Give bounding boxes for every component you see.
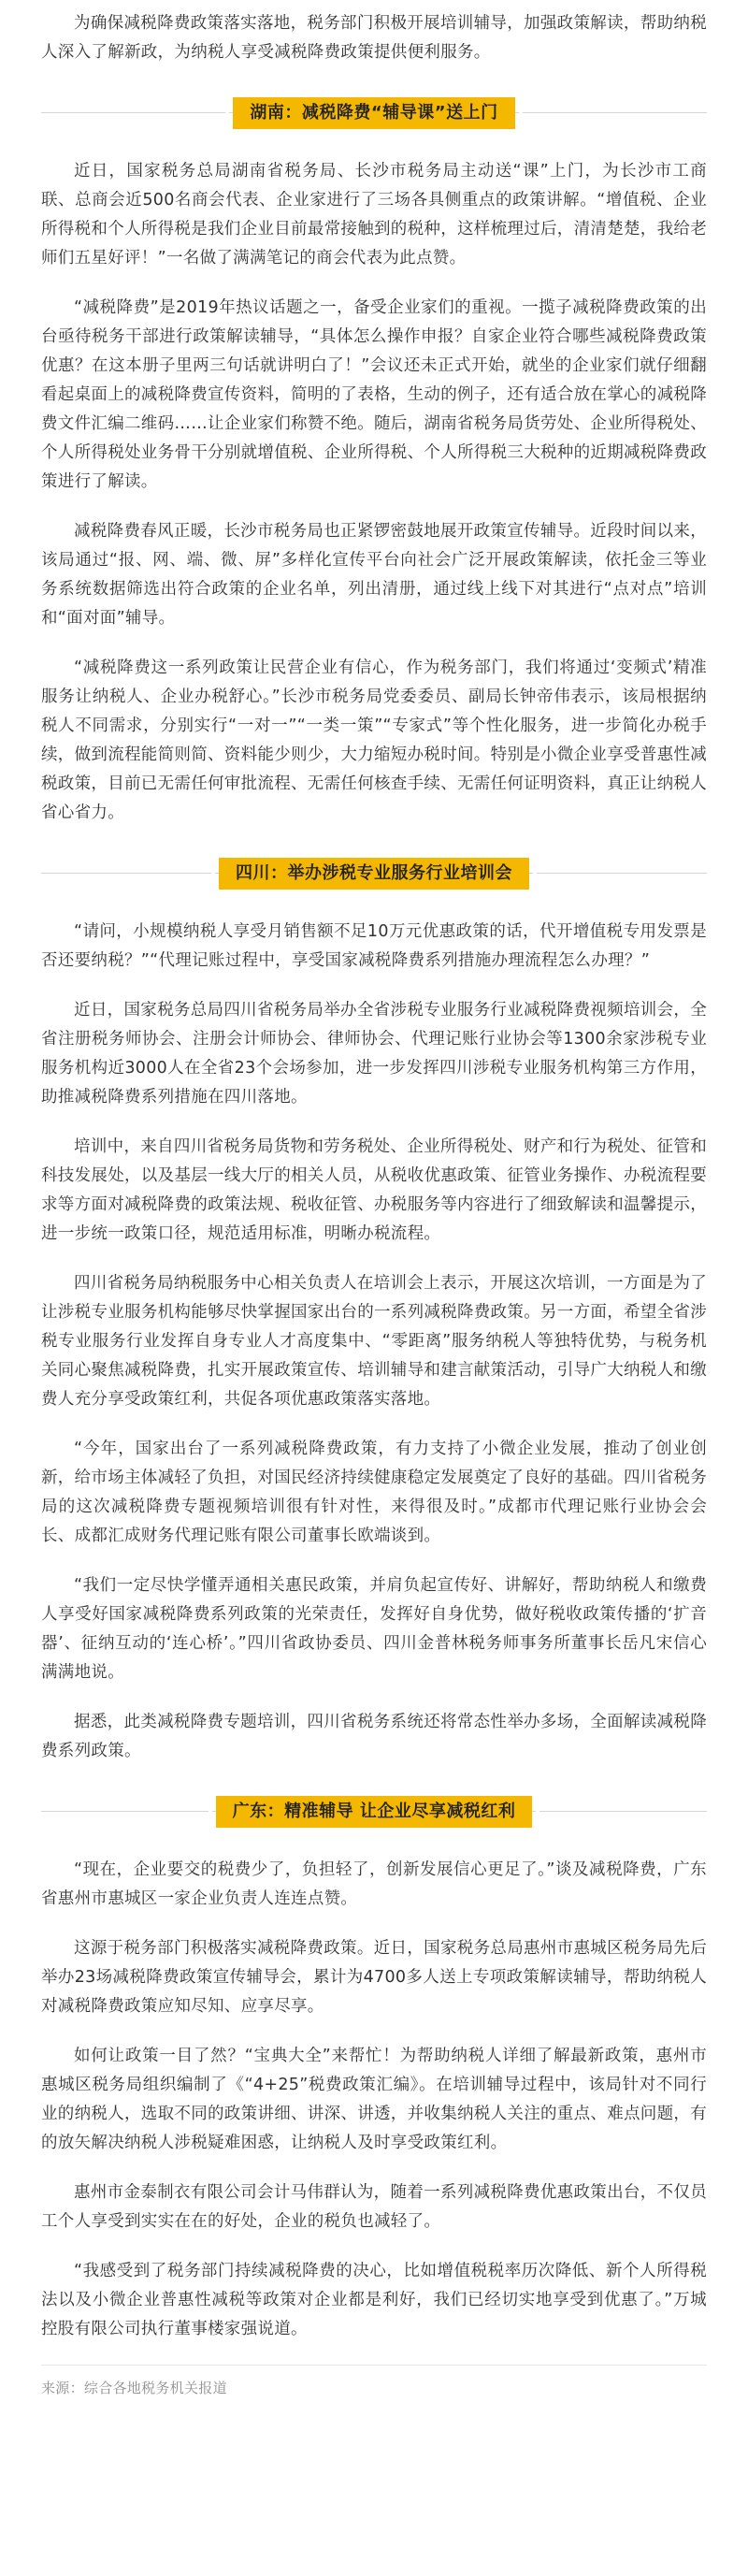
paragraph: 这源于税务部门积极落实减税降费政策。近日，国家税务总局惠州市惠城区税务局先后举办23场减税降费政策宣传辅导会，累计为4700多人送上专项政策解读辅导，帮助纳税人对减税降费政策应知尽知、应享尽享。 [41, 1939, 707, 2016]
paragraph: 培训中，来自四川省税务局货物和劳务税处、企业所得税处、财产和行为税处、征管和科技发展处，以及基层一线大厅的相关人员，从税收优惠政策、征管业务操作、办税流程要求等方面对减税降费的政策法规、税收征管、办税服务等内容进行了细致解读和温馨提示，进一步统一政策口径，规范适用标准，明晰办税流程。 [41, 1137, 707, 1243]
paragraph: “我感受到了税务部门持续减税降费的决心，比如增值税税率历次降低、新个人所得税法以及小微企业普惠性减税等政策对企业都是利好，我们已经切实地享受到优惠了。”万城控股有限公司执行董事楼家强说道。 [41, 2262, 707, 2338]
paragraph: 据悉，此类减税降费专题培训，四川省税务系统还将常态性举办多场，全面解读减税降费系列政策。 [41, 1713, 707, 1760]
paragraph: 惠州市金泰制衣有限公司会计马伟群认为，随着一系列减税降费优惠政策出台，不仅员工个人享受到实实在在的好处，企业的税负也减轻了。 [41, 2183, 707, 2231]
section-heading-sichuan [41, 858, 707, 890]
paragraph: “我们一定尽快学懂弄通相关惠民政策，并肩负起宣传好、讲解好，帮助纳税人和缴费人享受好国家减税降费系列政策的光荣责任，发挥好自身优势，做好税收政策传播的‘扩音器’、征纳互动的‘连心桥’。”四川省政协委员、四川金普林税务师事务所董事长岳凡宋信心满满地说。 [41, 1576, 707, 1682]
section-heading-hunan [41, 97, 707, 129]
paragraph: 近日，国家税务总局湖南省税务局、长沙市税务局主动送“课”上门，为长沙市工商联、总商会近500名商会代表、企业家进行了三场各具侧重点的政策讲解。“增值税、企业所得税和个人所得税是我们企业目前最常接触到的税种，这样梳理过后，清清楚楚，我给老师们五星好评！”一名做了满满笔记的商会代表为此点赞。 [41, 162, 707, 268]
section-title: 四川：举办涉税专业服务行业培训会 [219, 858, 529, 890]
section-title: 广东：精准辅导 让企业尽享减税红利 [216, 1796, 533, 1828]
paragraph: “现在，企业要交的税费少了，负担轻了，创新发展信心更足了。”谈及减税降费，广东省惠州市惠城区一家企业负责人连连点赞。 [41, 1860, 707, 1908]
footer-divider [41, 2365, 707, 2366]
paragraph: “今年，国家出台了一系列减税降费政策，有力支持了小微企业发展，推动了创业创新，给市场主体减轻了负担，对国民经济持续健康稳定发展奠定了良好的基础。四川省税务局的这次减税降费专题视频培训很有针对性，来得很及时。”成都市代理记账行业协会会长、成都汇成财务代理记账有限公司董事长欧端谈到。 [41, 1440, 707, 1545]
intro-paragraph: 为确保减税降费政策落实落地，税务部门积极开展培训辅导，加强政策解读，帮助纳税人深入了解新政，为纳税人享受减税降费政策提供便利服务。 [41, 14, 707, 62]
article-body [41, 9, 707, 2401]
paragraph: “减税降费”是2019年热议话题之一，备受企业家们的重视。一揽子减税降费政策的出台亟待税务干部进行政策解读辅导，“具体怎么操作申报？自家企业符合哪些减税降费政策优惠？在这本册子里两三句话就讲明白了！”会议还未正式开始，就坐的企业家们就仔细翻看起桌面上的减税降费宣传资料，简明的了表格，生动的例子，还有适合放在掌心的减税降费文件汇编二维码……让企业家们称赞不绝。随后，湖南省税务局货劳处、企业所得税处、个人所得税处业务骨干分别就增值税、企业所得税、个人所得税三大税种的近期减税降费政策进行了解读。 [41, 298, 707, 491]
paragraph: 近日，国家税务总局四川省税务局举办全省涉税专业服务行业减税降费视频培训会，全省注册税务师协会、注册会计师协会、律师协会、代理记账行业协会等1300余家涉税专业服务机构近3000人在全省23个会场参加，进一步发挥四川涉税专业服务机构第三方作用，助推减税降费系列措施在四川落地。 [41, 1001, 707, 1107]
section-title: 湖南：减税降费“辅导课”送上门 [233, 97, 514, 129]
paragraph: “请问，小规模纳税人享受月销售额不足10万元优惠政策的话，代开增值税专用发票是否还要纳税？”“代理记账过程中，享受国家减税降费系列措施办理流程怎么办理？” [41, 922, 707, 970]
section-heading-guangdong [41, 1796, 707, 1828]
paragraph: 四川省税务局纳税服务中心相关负责人在培训会上表示，开展这次培训，一方面是为了让涉税专业服务机构能够尽快掌握国家出台的一系列减税降费政策。另一方面，希望全省涉税专业服务行业发挥自身专业人才高度集中、“零距离”服务纳税人等独特优势，与税务机关同心聚焦减税降费，扎实开展政策宣传、培训辅导和建言献策活动，引导广大纳税人和缴费人充分享受政策红利，共促各项优惠政策落实落地。 [41, 1274, 707, 1409]
paragraph: 减税降费春风正暖，长沙市税务局也正紧锣密鼓地展开政策宣传辅导。近段时间以来，该局通过“报、网、端、微、屏”多样化宣传平台向社会广泛开展政策解读，依托金三等业务系统数据筛选出符合政策的企业名单，列出清册，通过线上线下对其进行“点对点”培训和“面对面”辅导。 [41, 522, 707, 628]
paragraph: “减税降费这一系列政策让民营企业有信心，作为税务部门，我们将通过‘变频式’精准服务让纳税人、企业办税舒心。”长沙市税务局党委委员、副局长钟帝伟表示，该局根据纳税人不同需求，分别实行“一对一”“一类一策”“专家式”等个性化服务，进一步简化办税手续，做到流程能简则简、资料能少则少，大力缩短办税时间。特别是小微企业享受普惠性减税政策，目前已无需任何审批流程、无需任何核查手续、无需任何证明资料，真正让纳税人省心省力。 [41, 658, 707, 822]
source-credit: 来源：综合各地税务机关报道 [41, 2380, 227, 2396]
paragraph: 如何让政策一目了然？“宝典大全”来帮忙！为帮助纳税人详细了解最新政策，惠州市惠城区税务局组织编制了《“4+25”税费政策汇编》。在培训辅导过程中，该局针对不同行业的纳税人，选取不同的政策讲细、讲深、讲透，并收集纳税人关注的重点、难点问题，有的放矢解决纳税人涉税疑难困惑，让纳税人及时享受政策红利。 [41, 2047, 707, 2152]
